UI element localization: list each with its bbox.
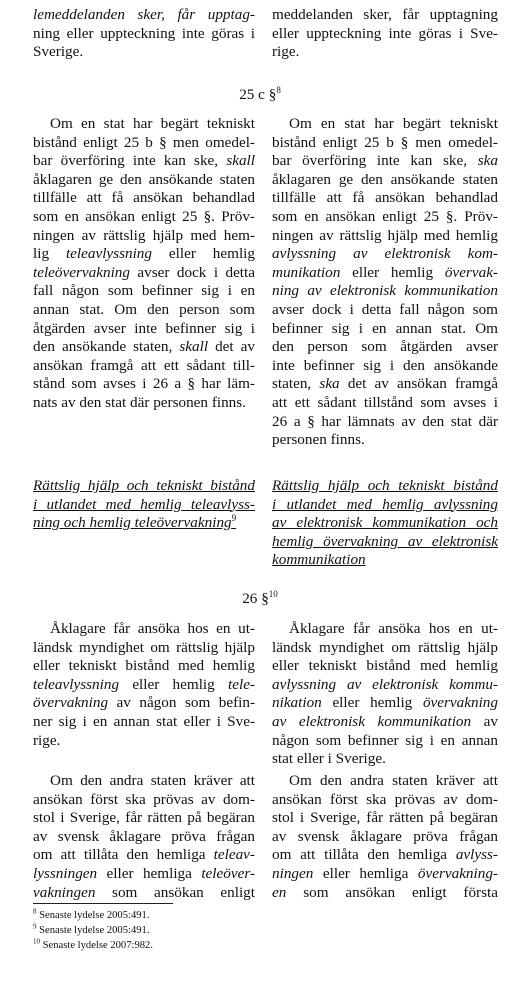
left-subheading: Rättslig hjälp och tekniskt bistånd i utlandet med hemlig teleavlyss- ning och hemlig teleövervakning$^9$ [33, 477, 255, 532]
left-paragraph-26-first: Åklagare får ansöka hos en ut- ländsk myndighet om rättslig hjälp eller tekniskt bistånd med hemlig teleavlyssning eller hemlig tele- övervakning av någon som befin- ner sig i en annan stat eller i Sve- rige. [33, 620, 255, 749]
right-paragraph-25c: Om en stat har begärt tekniskt bistånd enligt 25 b § men omedel- bar överföring inte kan ske, ska åklagaren ge den ansökande staten tillfälle att få ansökan behandlad som en ansökan enligt 25 §. Pröv- ningen av rättslig hjälp med hemlig avlyssning av elektronisk kom- munikation eller hemlig övervak- ning av elektronisk kommunikation avser dock i detta fall någon som befinner sig i en annan stat. Om den person som åtgärden avser inte befinner sig i den ansökande staten, ska det av ansökan framgå att ett sådant tillstånd som avses i 26 a § har lämnats av den stat där personen finns. [272, 115, 498, 449]
footnote-8: $^8$ Senaste lydelse 2005:491. [33, 907, 150, 921]
left-paragraph-25c: Om en stat har begärt tekniskt bistånd enligt 25 b § men omedel- bar överföring inte kan ske, skall åklagaren ge den ansökande staten tillfälle att få ansökan behandlad som en ansökan enligt 25 §. Pröv- ningen av rättslig hjälp med hem- lig teleavlyssning eller hemlig teleövervakning avser dock i detta fall någon som befinner sig i en annan stat. Om den person som åtgärden avser inte befinner sig i den ansökande staten, skall det av ansökan framgå att ett sådant till- stånd som avses i 26 a § har läm- nats av den stat där personen finns. [33, 115, 255, 411]
footnote-rule [33, 903, 173, 904]
footnote-10: $^{10}$ Senaste lydelse 2007:982. [33, 937, 153, 951]
right-subheading: Rättslig hjälp och tekniskt bistånd i utlandet med hemlig avlyssning av elektronisk kommunikation och hemlig övervakning av elektronisk kommunikation [272, 477, 498, 569]
right-paragraph-26-second: Om den andra staten kräver att ansökan först ska prövas av dom- stol i Sverige, får rätten på begäran av svensk åklagare pröva frågan om att tillåta den hemliga avlyss- ningen eller hemliga övervakning- en som ansökan enligt första [272, 772, 498, 901]
section-heading-25c: 25 c §$^8$ [239, 84, 281, 103]
right-paragraph-26-first: Åklagare får ansöka hos en ut- ländsk myndighet om rättslig hjälp eller tekniskt bistånd med hemlig avlyssning av elektronisk kommu- nikation eller hemlig övervakning av elektronisk kommunikation av någon som befinner sig i en annan stat eller i Sverige. [272, 620, 498, 768]
section-heading-26: 26 §$^{10}$ [242, 588, 278, 607]
carryover-italic: lemeddelanden sker, får upptag- [33, 6, 255, 23]
left-paragraph-26-second: Om den andra staten kräver att ansökan först ska prövas av dom- stol i Sverige, får rätten på begäran av svensk åklagare pröva frågan om att tillåta den hemliga teleav- lyssningen eller hemliga teleöver- vakningen som ansökan enligt [33, 772, 255, 901]
left-carryover: lemeddelanden sker, får upptag- ning eller uppteckning inte göras i Sverige. [33, 6, 255, 61]
footnote-9: $^9$ Senaste lydelse 2005:491. [33, 922, 150, 936]
right-carryover: meddelanden sker, får upptagning eller uppteckning inte göras i Sve- rige. [272, 6, 498, 61]
footnotes [33, 908, 153, 953]
